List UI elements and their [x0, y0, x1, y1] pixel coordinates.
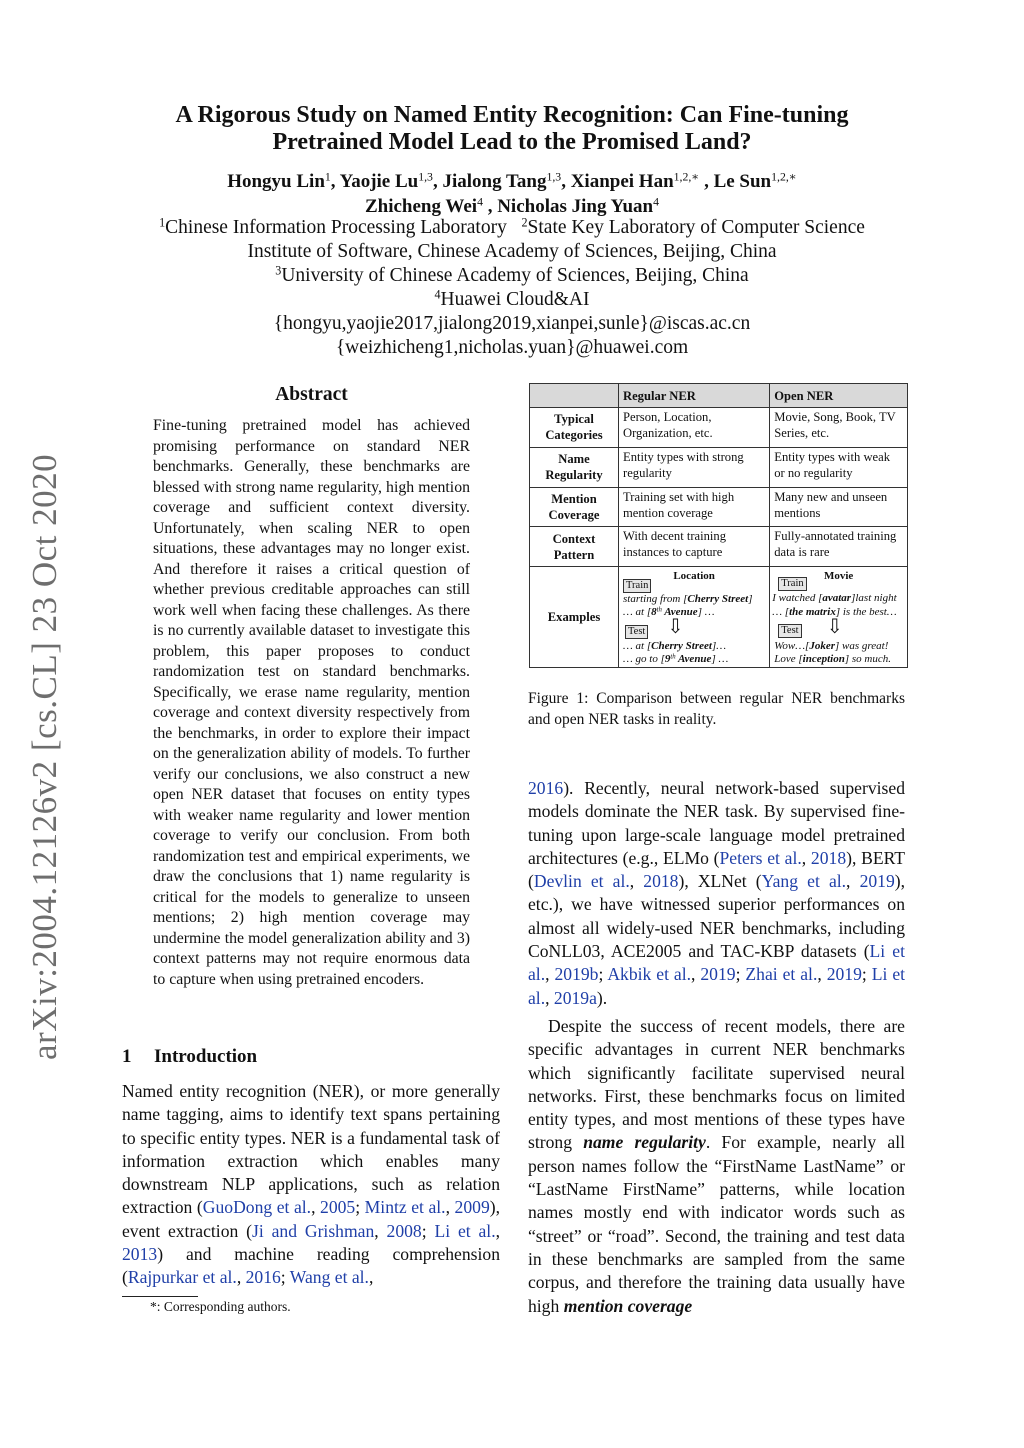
- footnote: *: Corresponding authors.: [150, 1299, 291, 1314]
- affiliation-2: State Key Laboratory of Computer Science: [527, 217, 865, 238]
- down-arrow-icon: ⇩: [667, 616, 684, 638]
- citation-link[interactable]: Rajpurkar et al.: [127, 1267, 237, 1288]
- citation-link[interactable]: 2018: [810, 847, 847, 868]
- arxiv-identifier: arXiv:2004.12126v2 [cs.CL] 23 Oct 2020: [25, 453, 64, 1060]
- example-test-line: … at [Cherry Street]…: [623, 640, 726, 652]
- footnote-rule: [122, 1296, 198, 1297]
- citation-link[interactable]: Yang et al.: [761, 871, 847, 892]
- affiliation-1: Chinese Information Processing Laboratory: [165, 217, 507, 238]
- table-row: [530, 408, 908, 448]
- table-cell: Entity types with weak or no regularity: [770, 447, 908, 487]
- citation-link[interactable]: Devlin et al.: [533, 871, 630, 892]
- row-label: Name Regularity: [530, 447, 619, 487]
- example-train-line: starting from [Cherry Street]: [623, 593, 753, 605]
- citation-link[interactable]: 2019b: [554, 964, 599, 985]
- introduction-paragraph-2: Despite the success of recent models, there are specific advantages in current NER benchmarks which significantly facilitate supervised neural networks. First, these benchmarks focus on limited entity types, and most mentions of these types have strong name regularity. For example, nearly all person names follow the “FirstName LastName” or “LastName FirstName” patterns, while location names mostly end with indicator words such as “street” or “road”. Second, the training and test data in these benchmarks are sampled from the same corpus, and therefore the training data usually have high mention coverage: [528, 1016, 905, 1316]
- table-cell: Training set with high mention coverage: [619, 487, 770, 527]
- examples-regular: [619, 567, 770, 668]
- citation-link[interactable]: 2018: [643, 871, 679, 892]
- table-header-regular: Regular NER: [619, 384, 770, 408]
- table-corner: [530, 384, 619, 408]
- table-cell: Many new and unseen mentions: [770, 487, 908, 527]
- citation-link[interactable]: 2019: [700, 964, 736, 985]
- affiliation-1-cont: Institute of Software, Chinese Academy of Sciences, Beijing, China: [247, 241, 777, 262]
- citation-link[interactable]: 2009: [454, 1197, 490, 1218]
- citation-link[interactable]: 2016: [245, 1267, 281, 1288]
- citation-link[interactable]: Ji and Grishman: [252, 1220, 375, 1241]
- table-row: [530, 527, 908, 567]
- citation-link[interactable]: 2005: [320, 1197, 356, 1218]
- author-list: Hongyu Lin$^1$, Yaojie Lu$^{1,3}$, Jialong Tang$^{1,3}$, Xianpei Han$^{1,2,∗}$ , Le Sun$^{1,2,∗}$ Zhicheng Wei$^4$ , Nicholas Jing Yuan$^4$: [227, 170, 797, 217]
- table-row-examples: [530, 567, 908, 668]
- citation-link[interactable]: Akbik et al.: [607, 964, 692, 985]
- table-cell: Person, Location, Organization, etc.: [619, 408, 770, 448]
- example-train-line: I watched [avatar]last night: [772, 592, 897, 604]
- citation-link[interactable]: Li et al.: [528, 941, 905, 985]
- citation-link[interactable]: 2019: [826, 964, 862, 985]
- figure-caption: Figure 1: Comparison between regular NER benchmarks and open NER tasks in reality.: [528, 690, 905, 728]
- row-label: Examples: [530, 567, 619, 668]
- example-title: Movie: [823, 570, 854, 582]
- section-title: Introduction: [154, 1046, 258, 1067]
- citation-link[interactable]: Mintz et al.: [364, 1197, 446, 1218]
- section-heading-introduction: [122, 1044, 257, 1070]
- table-cell: Fully-annotated training data is rare: [770, 527, 908, 567]
- affiliation-4: Huawei Cloud&AI: [440, 289, 590, 310]
- citation-link[interactable]: Wang et al.: [289, 1267, 369, 1288]
- emphasis: mention coverage: [563, 1295, 693, 1316]
- title-line-1: A Rigorous Study on Named Entity Recognition: Can Fine-tuning: [175, 102, 849, 128]
- citation-link[interactable]: 2013: [122, 1244, 158, 1265]
- author-name: Yaojie Lu: [339, 171, 419, 192]
- example-test-line: Love [inception] so much.: [774, 653, 891, 665]
- row-label: Context Pattern: [530, 527, 619, 567]
- train-tag: Train: [623, 579, 651, 593]
- table-cell: Movie, Song, Book, TV Series, etc.: [770, 408, 908, 448]
- citation-link[interactable]: Li et al.: [434, 1220, 496, 1241]
- author-name: Xianpei Han: [570, 171, 674, 192]
- table-cell: Entity types with strong regularity: [619, 447, 770, 487]
- table-header-open: Open NER: [770, 384, 908, 408]
- paper-title: [120, 102, 904, 156]
- example-train-line: … [the matrix] is the best…: [772, 606, 897, 618]
- email-line-1: {hongyu,yaojie2017,jialong2019,xianpei,sunle}@iscas.ac.cn: [273, 313, 751, 334]
- abstract-text: Fine-tuning pretrained model has achieved promising performance on standard NER benchmarks. Generally, these benchmarks are blessed with strong name regularity, high mention coverage and sufficient context diversity. Unfortunately, when scaling NER to open situations, these advantages may no longer exist. And therefore it raises a critical question of whether previous creditable approaches can still work well when facing these challenges. As there is no currently available dataset to investigate this problem, this paper proposes to conduct randomization test on standard benchmarks. Specifically, we erase name regularity, mention coverage and context diversity respectively from the benchmarks, in order to explore their impact on the generalization ability of models. To further verify our conclusions, we also construct a new open NER dataset that focuses on entity types with weaker name regularity and lower mention coverage to verify our conclusion. From both randomization test and empirical experiments, we draw the conclusions that 1) name regularity is critical for the models to generalize to unseen mentions; 2) high mention coverage may undermine the model generalization ability and 3) context patterns may not require enormous data to capture when using pretrained encoders.: [153, 417, 470, 988]
- citation-link[interactable]: Li et al.: [528, 964, 906, 1008]
- citation-link[interactable]: Zhai et al.: [745, 964, 818, 985]
- train-tag: Train: [778, 577, 806, 591]
- title-line-2: Pretrained Model Lead to the Promised Land?: [272, 129, 752, 155]
- table-row: [530, 487, 908, 527]
- table-row: [530, 447, 908, 487]
- row-label: Typical Categories: [530, 408, 619, 448]
- citation-link[interactable]: GuoDong et al.: [202, 1197, 312, 1218]
- example-train-line: … at [8th Avenue] …: [623, 606, 715, 618]
- email-line-2: {weizhicheng1,nicholas.yuan}@huawei.com: [335, 337, 689, 358]
- author-name: Zhicheng Wei: [364, 196, 478, 217]
- emphasis: name regularity: [583, 1132, 706, 1153]
- citation-link[interactable]: 2008: [386, 1220, 422, 1241]
- affiliation-3: University of Chinese Academy of Sciences, Beijing, China: [281, 265, 749, 286]
- row-label: Mention Coverage: [530, 487, 619, 527]
- citation-link[interactable]: Peters et al.: [719, 847, 802, 868]
- section-number: 1: [122, 1046, 132, 1067]
- citation-link[interactable]: 2019a: [553, 987, 597, 1008]
- introduction-paragraph-1-cont: 2016). Recently, neural network-based supervised models dominate the NER task. By supervised fine-tuning upon large-scale language model pretrained architectures (e.g., ELMo (Peters et al., 2018), BERT (Devlin et al., 2018), XLNet (Yang et al., 2019), etc.), we have witnessed superior performances on almost all widely-used NER benchmarks, including CoNLL03, ACE2005 and TAC-KBP datasets (Li et al., 2019b; Akbik et al., 2019; Zhai et al., 2019; Li et al., 2019a).: [528, 778, 906, 1008]
- example-test-line: … go to [9th Avenue] …: [623, 653, 729, 665]
- author-name: Hongyu Lin: [227, 171, 325, 192]
- abstract-heading: Abstract: [275, 384, 348, 405]
- author-name: Nicholas Jing Yuan: [497, 196, 654, 217]
- introduction-paragraph-1: Named entity recognition (NER), or more generally name tagging, aims to identify text spans pertaining to specific entity types. NER is a fundamental task of information extraction which enables many downstream NLP applications, such as relation extraction (GuoDong et al., 2005; Mintz et al., 2009), event extraction (Ji and Grishman, 2008; Li et al., 2013) and machine reading comprehension (Rajpurkar et al., 2016; Wang et al.,: [122, 1081, 500, 1288]
- examples-open: [770, 567, 908, 668]
- comparison-table: [529, 383, 908, 668]
- table-cell: With decent training instances to capture: [619, 527, 770, 567]
- author-name: Le Sun: [713, 171, 772, 192]
- test-tag: Test: [778, 624, 801, 638]
- test-tag: Test: [625, 625, 648, 639]
- example-title: Location: [673, 570, 715, 582]
- affiliations: $^1$Chinese Information Processing Laboratory $^2$State Key Laboratory of Computer Science Institute of Software, Chinese Academy of Sciences, Beijing, China $^3$University of Chinese Academy of Sciences, Beijing, China $^4$Huawei Cloud&AI {hongyu,yaojie2017,jialong2019,xianpei,sunle}@iscas.ac.cn {weizhicheng1,nicholas.yuan}@huawei.com: [120, 216, 904, 360]
- citation-link[interactable]: 2016: [528, 778, 564, 798]
- example-test-line: Wow…[Joker] was great!: [774, 640, 889, 652]
- author-name: Jialong Tang: [442, 171, 547, 192]
- citation-link[interactable]: 2019: [859, 871, 895, 892]
- down-arrow-icon: ⇩: [826, 616, 844, 638]
